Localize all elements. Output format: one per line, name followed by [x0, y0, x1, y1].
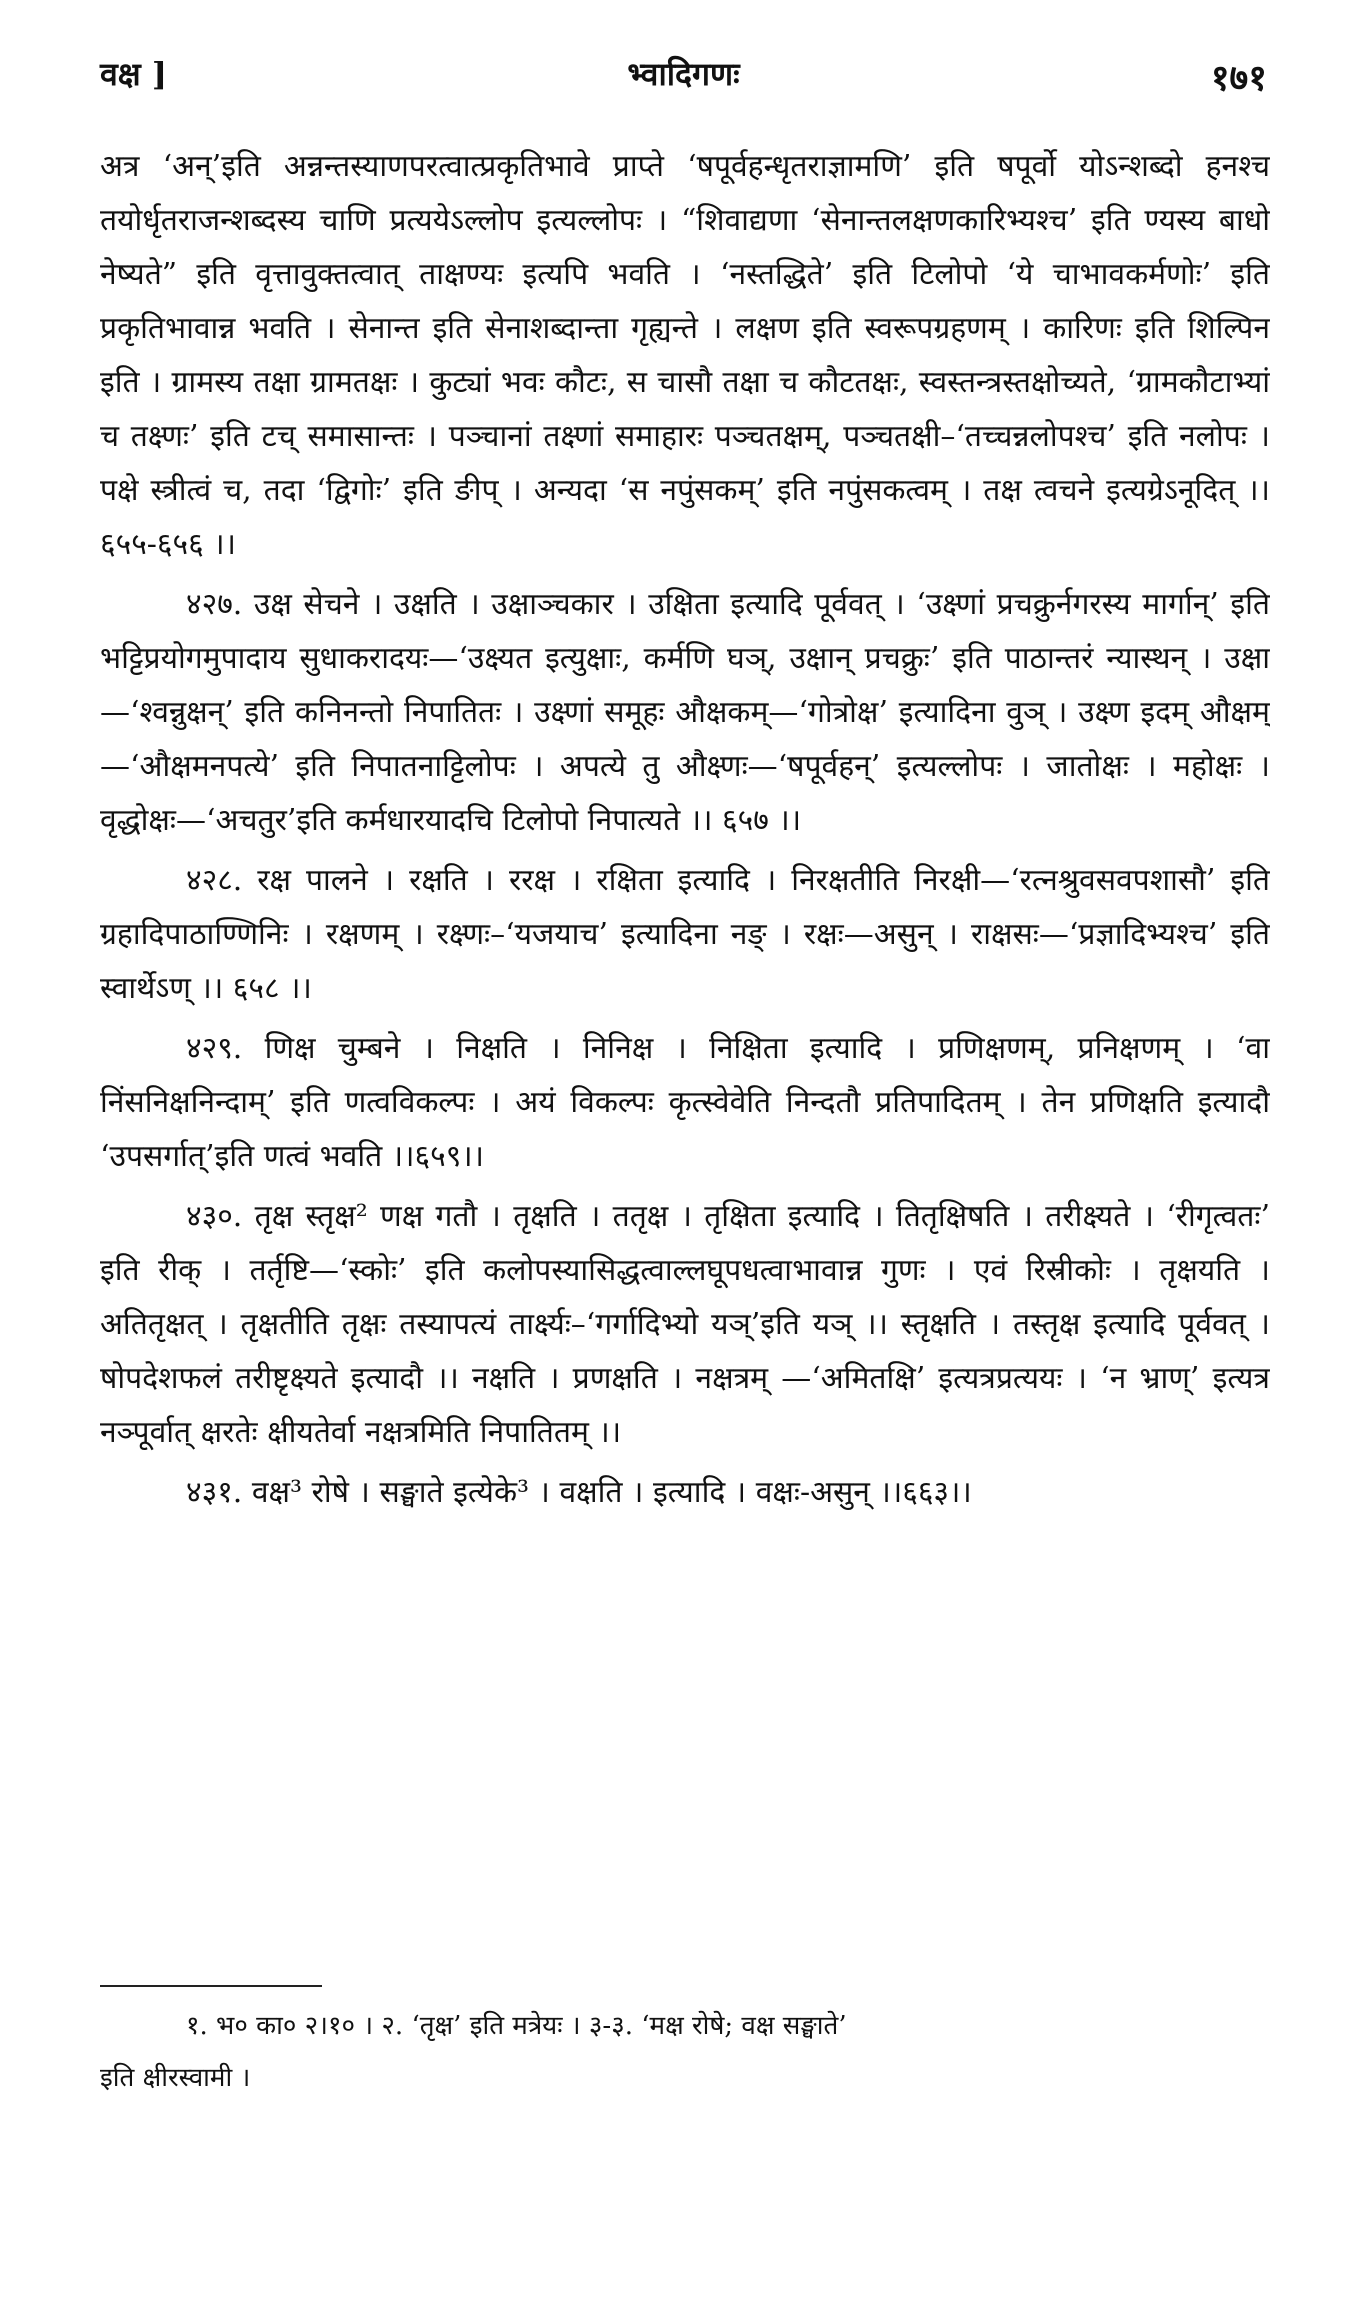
footnote-divider: [100, 1985, 322, 1987]
page-number: १७१: [1210, 57, 1267, 99]
chapter-title: भ्वादिगणः: [627, 55, 740, 93]
footnote-line-1: १. भ० का० २।१० । २. ‘तृक्ष’ इति मत्रेयः । ३-३. ‘मक्ष रोषे; वक्ष सङ्घाते’: [186, 2011, 847, 2041]
paragraph-430: ४३०. तृक्ष स्तृक्ष² णक्ष गतौ । तृक्षति । ततृक्ष । तृक्षिता इत्यादि । तितृक्षिषति । तरीक्ष्यते । ‘रीगृत्वतः’ इति रीक् । तर्तृष्टि—‘स्कोः’ इति कलोपस्यासिद्धत्वाल्लघूपधत्वाभावान्न गुणः । एवं रिस्रीकोः । तृक्षयति । अतितृक्षत् । तृक्षतीति तृक्षः तस्यापत्यं तार्क्ष्यः–‘गर्गादिभ्यो यञ्’इति यञ् ।। स्तृक्षति । तस्तृक्ष इत्यादि पूर्ववत् । षोपदेशफलं तरीष्टृक्ष्यते इत्यादौ ।। नक्षति । प्रणक्षति । नक्षत्रम् —‘अमितक्षि’ इत्यत्रप्रत्ययः । ‘न भ्राण्’ इत्यत्र नञ्पूर्वात् क्षरतेः क्षीयतेर्वा नक्षत्रमिति निपातितम् ।।: [100, 1199, 1270, 1450]
running-head: [100, 52, 1267, 112]
footnotes: [100, 2000, 1270, 2104]
section-marker: वक्ष ]: [100, 55, 168, 93]
paragraph-431: ४३१. वक्ष³ रोषे । सङ्घाते इत्येके³ । वक्षति । इत्यादि । वक्षः-असुन् ।।६६३।।: [186, 1475, 972, 1510]
body-text: [100, 140, 1270, 1970]
paragraph-428: ४२८. रक्ष पालने । रक्षति । ररक्ष । रक्षिता इत्यादि । निरक्षतीति निरक्षी—‘रत्नश्रुवसवपशासौ’ इति ग्रहादिपाठाण्णिनिः । रक्षणम् । रक्ष्णः–‘यजयाच’ इत्यादिना नङ् । रक्षः—असुन् । राक्षसः—‘प्रज्ञादिभ्यश्च’ इति स्वार्थेऽण् ।। ६५८ ।।: [100, 863, 1270, 1006]
paragraph-continuation: अत्र ‘अन्’इति अन्नन्तस्याणपरत्वात्प्रकृतिभावे प्राप्ते ‘षपूर्वहन्धृतराज्ञामणि’ इति षपूर्वो योऽन्शब्दो हनश्च तयोर्धृतराजन्शब्दस्य चाणि प्रत्ययेऽल्लोप इत्यल्लोपः । “शिवाद्यणा ‘सेनान्तलक्षणकारिभ्यश्च’ इति ण्यस्य बाधो नेष्यते” इति वृत्तावुक्तत्वात् ताक्षण्यः इत्यपि भवति । ‘नस्तद्धिते’ इति टिलोपो ‘ये चाभावकर्मणोः’ इति प्रकृतिभावान्न भवति । सेनान्त इति सेनाशब्दान्ता गृह्यन्ते । लक्षण इति स्वरूपग्रहणम् । कारिणः इति शिल्पिन इति । ग्रामस्य तक्षा ग्रामतक्षः । कुट्यां भवः कौटः, स चासौ तक्षा च कौटतक्षः, स्वस्तन्त्रस्तक्षोच्यते, ‘ग्रामकौटाभ्यां च तक्ष्णः’ इति टच् समासान्तः । पञ्चानां तक्ष्णां समाहारः पञ्चतक्षम्, पञ्चतक्षी–‘तच्चन्नलोपश्च’ इति नलोपः । पक्षे स्त्रीत्वं च, तदा ‘द्विगोः’ इति ङीप् । अन्यदा ‘स नपुंसकम्’ इति नपुंसकत्वम् । तक्ष त्वचने इत्यग्रेऽनूदित् ।। ६५५-६५६ ।।: [100, 149, 1270, 562]
paragraph-427: ४२७. उक्ष सेचने । उक्षति । उक्षाञ्चकार । उक्षिता इत्यादि पूर्ववत् । ‘उक्ष्णां प्रचक्रुर्नगरस्य मार्गान्’ इति भट्टिप्रयोगमुपादाय सुधाकरादयः—‘उक्ष्यत इत्युक्षाः, कर्मणि घञ्, उक्षान् प्रचक्रुः’ इति पाठान्तरं न्यास्थन् । उक्षा—‘श्वन्नुक्षन्’ इति कनिनन्तो निपातितः । उक्ष्णां समूहः औक्षकम्—‘गोत्रोक्ष’ इत्यादिना वुञ् । उक्ष्ण इदम् औक्षम्—‘औक्षमनपत्ये’ इति निपातनाट्टिलोपः । अपत्ये तु औक्ष्णः—‘षपूर्वहन्’ इत्यल्लोपः । जातोक्षः । महोक्षः । वृद्धोक्षः—‘अचतुर’इति कर्मधारयादचि टिलोपो निपात्यते ।। ६५७ ।।: [100, 587, 1270, 838]
paragraph-429: ४२९. णिक्ष चुम्बने । निक्षति । निनिक्ष । निक्षिता इत्यादि । प्रणिक्षणम्, प्रनिक्षणम् । ‘वा निंसनिक्षनिन्दाम्’ इति णत्वविकल्पः । अयं विकल्पः कृत्स्वेवेति निन्दतौ प्रतिपादितम् । तेन प्रणिक्षति इत्यादौ ‘उपसर्गात्’इति णत्वं भवति ।।६५९।।: [100, 1031, 1270, 1174]
footnote-line-2: इति क्षीरस्वामी ।: [100, 2063, 251, 2093]
